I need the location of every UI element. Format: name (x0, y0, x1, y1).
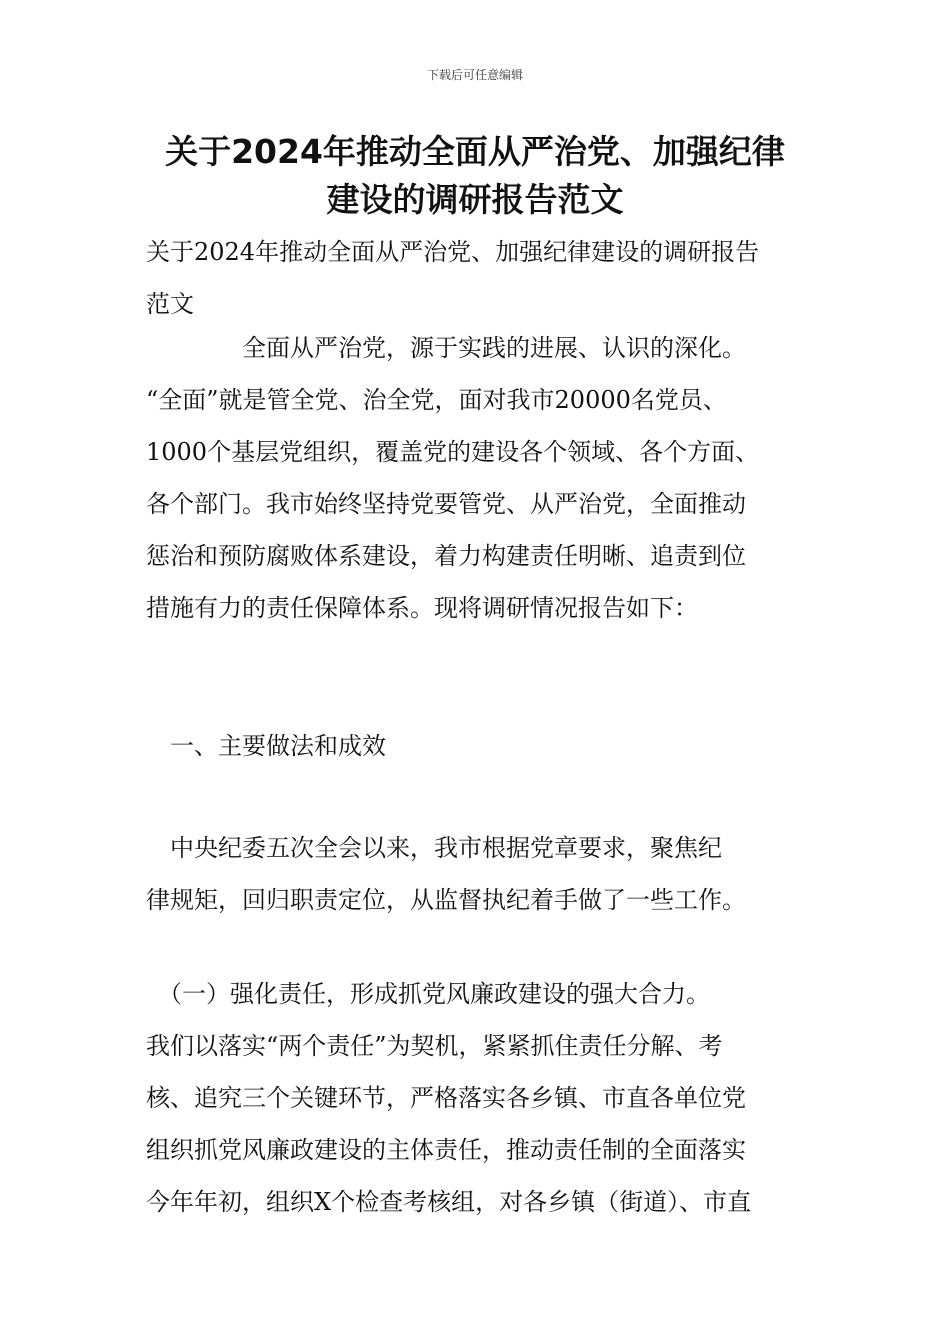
subtitle-line: 范文 (146, 290, 194, 318)
intro-line: 措施有力的责任保障体系。现将调研情况报告如下： (146, 594, 698, 622)
subsection-line: 今年年初，组织X个检查考核组，对各乡镇（街道）、市直 (146, 1188, 752, 1216)
section-heading-text: 一、主要做法和成效 (146, 732, 386, 760)
subsection-line: 核、追究三个关键环节，严格落实各乡镇、市直各单位党 (146, 1084, 746, 1112)
subsection-line: 我们以落实“两个责任”为契机，紧紧抓住责任分解、考 (146, 1032, 723, 1060)
intro-line: 1000个基层党组织，覆盖党的建设各个领域、各个方面、 (146, 438, 760, 466)
title-line: 建设的调研报告范文 (326, 180, 624, 219)
intro-line: 各个部门。我市始终坚持党要管党、从严治党，全面推动 (146, 490, 746, 518)
section-paragraph (146, 822, 836, 926)
intro-line: 全面从严治党，源于实践的进展、认识的深化。 (146, 334, 746, 362)
intro-line: 惩治和预防腐败体系建设，着力构建责任明晰、追责到位 (146, 542, 746, 570)
intro-paragraph (146, 322, 836, 634)
subsection-line: （一）强化责任，形成抓党风廉政建设的强大合力。 (146, 980, 710, 1008)
subsection-line: 组织抓党风廉政建设的主体责任，推动责任制的全面落实 (146, 1136, 746, 1164)
subtitle-line: 关于2024年推动全面从严治党、加强纪律建设的调研报告 (146, 238, 760, 266)
section-heading (146, 720, 836, 772)
header-note: 下载后可任意编辑 (426, 68, 523, 82)
title-line: 关于2024年推动全面从严治党、加强纪律 (165, 132, 785, 171)
document-title (100, 128, 850, 224)
section-line: 中央纪委五次全会以来，我市根据党章要求，聚焦纪 (146, 834, 722, 862)
section-line: 律规矩，回归职责定位，从监督执纪着手做了一些工作。 (146, 886, 746, 914)
subsection-paragraph (146, 968, 836, 1228)
subtitle-paragraph (146, 226, 836, 330)
intro-line: “全面”就是管全党、治全党，面对我市20000名党员、 (146, 386, 727, 414)
